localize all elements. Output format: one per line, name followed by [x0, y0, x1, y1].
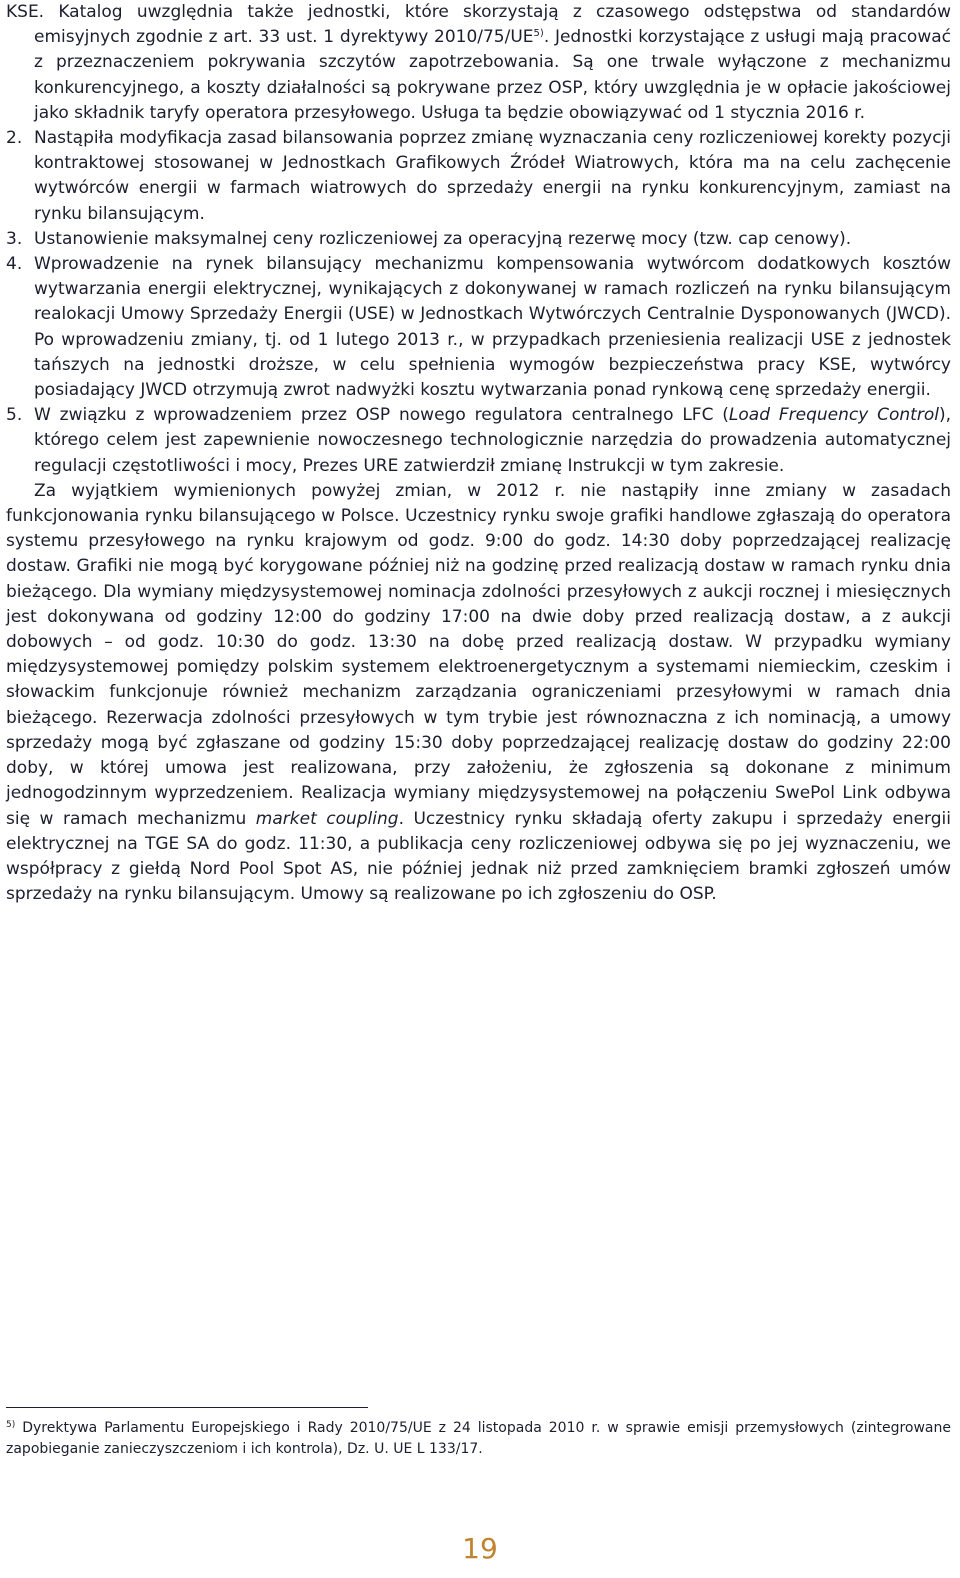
list-item: [6, 126, 951, 227]
list-item-text-after: ), którego celem jest zapewnienie nowoczesnego technologicznie narzędzia do prowadzenia automatycznej regulacji częstotliwości i mocy, Prezes URE zatwierdził zmianę Instrukcji w tym zakresie.: [34, 405, 951, 476]
list-item-text: Wprowadzenie na rynek bilansujący mechanizmu kompensowania wytwórcom dodatkowych kosztów wytwarzania energii elektrycznej, wynikających z dokonywanej w ramach rozliczeń na rynku bilansującym realokacji Umowy Sprzedaży Energii (USE) w Jednostkach Wytwórczych Centralnie Dysponowanych (JWCD). Po wprowadzeniu zmiany, tj. od 1 lutego 2013 r., w przypadkach przeniesienia realizacji USE z jednostek tańszych na jednostki droższe, w celu spełnienia wymogów bezpieczeństwa pracy KSE, wytwórcy posiadający JWCD otrzymują zwrot nadwyżki kosztu wytwarzania ponad rynkową cenę sprzedaży energii.: [34, 254, 951, 401]
paragraph-final-text-a: Za wyjątkiem wymienionych powyżej zmian, w 2012 r. nie nastąpiły inne zmiany w zasadach funkcjonowania rynku bilansującego w Polsce. Uczestnicy rynku swoje grafiki handlowe zgłaszają do operatora systemu przesyłowego na rynku krajowym od godz. 9:00 do godz. 14:30 doby poprzedzającej realizację dostaw. Grafiki nie mogą być korygowane później niż na godzinę przed realizacją dostaw w ramach rynku dnia bieżącego. Dla wymiany międzysystemowej nominacja zdolności przesyłowych z aukcji rocznej i miesięcznych jest dokonywana od godziny 12:00 do godziny 17:00 na dwie doby przed realizacją dostaw, a z aukcji dobowych – od godz. 10:30 do godz. 13:30 na dobę przed realizacją dostaw. W przypadku wymiany międzysystemowej pomiędzy polskim systemem elektroenergetycznym a systemami niemieckim, czeskim i słowackim funkcjonuje również mechanizm zarządzania ograniczeniami przesyłowymi w ramach dnia bieżącego. Rezerwacja zdolności przesyłowych w tym trybie jest równoznaczna z ich nominacją, a umowy sprzedaży mogą być zgłaszane od godziny 15:30 doby poprzedzającej realizację dostaw do godziny 22:00 doby, w której umowa jest realizowana, przy założeniu, że zgłoszenia są dokonane z minimum jednogodzinnym wyprzedzeniem. Realizacja wymiany międzysystemowej na połączeniu SwePol Link odbywa się w ramach mechanizmu: [6, 480, 951, 829]
list-item-number: 3.: [6, 228, 23, 249]
list-item: [6, 252, 951, 403]
paragraph-final: [6, 479, 951, 907]
list-item-text-before: W związku z wprowadzeniem przez OSP nowego regulatora centralnego LFC (: [34, 405, 729, 426]
list-item-text: Nastąpiła modyfikacja zasad bilansowania poprzez zmianę wyznaczania ceny rozliczeniowej korekty pozycji kontraktowej stosowanej w Jednostkach Grafikowych Źródeł Wiatrowych, która ma na celu zachęcenie wytwórców energii w farmach wiatrowych do sprzedaży energii na rynku konkurencyjnym, zamiast na rynku bilansującym.: [34, 128, 951, 224]
list-item-text-italic: Load Frequency Control: [728, 405, 939, 426]
list-item-number: 2.: [6, 128, 23, 149]
main-text: [6, 0, 951, 907]
page-number: 19: [462, 1532, 498, 1565]
list-item-text: Ustanowienie maksymalnej ceny rozliczeniowej za operacyjną rezerwę mocy (tzw. cap cenowy).: [34, 228, 852, 249]
footnote-reference[interactable]: 5): [533, 28, 544, 40]
list-item: [6, 403, 951, 479]
paragraph-1-text-a: KSE. Katalog uwzględnia także jednostki, które skorzystają z czasowego odstępstwa od standardów emisyjnych zgodnie z art. 33 ust. 1 dyrektywy 2010/75/UE: [6, 2, 951, 48]
paragraph-final-text-b: . Uczestnicy rynku składają oferty zakupu i sprzedaży energii elektrycznej na TGE SA do godz. 11:30, a publikacja ceny rozliczeniowej odbywa się po jej wyznaczeniu, we współpracy z giełdą Nord Pool Spot AS, nie później jednak niż przed zamknięciem bramki zgłoszeń umów sprzedaży na rynku bilansującym. Umowy są realizowane po ich zgłoszeniu do OSP.: [6, 808, 951, 905]
paragraph-1-text-b: . Jednostki korzystające z usługi mają pracować z przeznaczeniem pokrywania szczytów zapotrzebowania. Są one trwale wyłączone z mechanizmu konkurencyjnego, a koszty działalności są pokrywane przez OSP, który uwzględnia je w opłacie jakościowej jako składnik taryfy operatora przesyłowego. Usługa ta będzie obowiązywać od 1 stycznia 2016 r.: [34, 27, 951, 123]
footnote-divider: [6, 1407, 368, 1408]
paragraph-final-italic: market coupling: [255, 808, 399, 829]
footnote-marker: 5): [6, 1420, 16, 1430]
footnote: [6, 1418, 951, 1460]
list-item-number: 4.: [6, 254, 23, 275]
list-item: [6, 227, 951, 252]
paragraph-1-continuation: [6, 0, 951, 126]
footnote-text: Dyrektywa Parlamentu Europejskiego i Rady 2010/75/UE z 24 listopada 2010 r. w sprawie emisji przemysłowych (zintegrowane zapobieganie zanieczyszczeniom i ich kontrola), Dz. U. UE L 133/17.: [6, 1420, 951, 1457]
list-item-number: 5.: [6, 405, 23, 426]
